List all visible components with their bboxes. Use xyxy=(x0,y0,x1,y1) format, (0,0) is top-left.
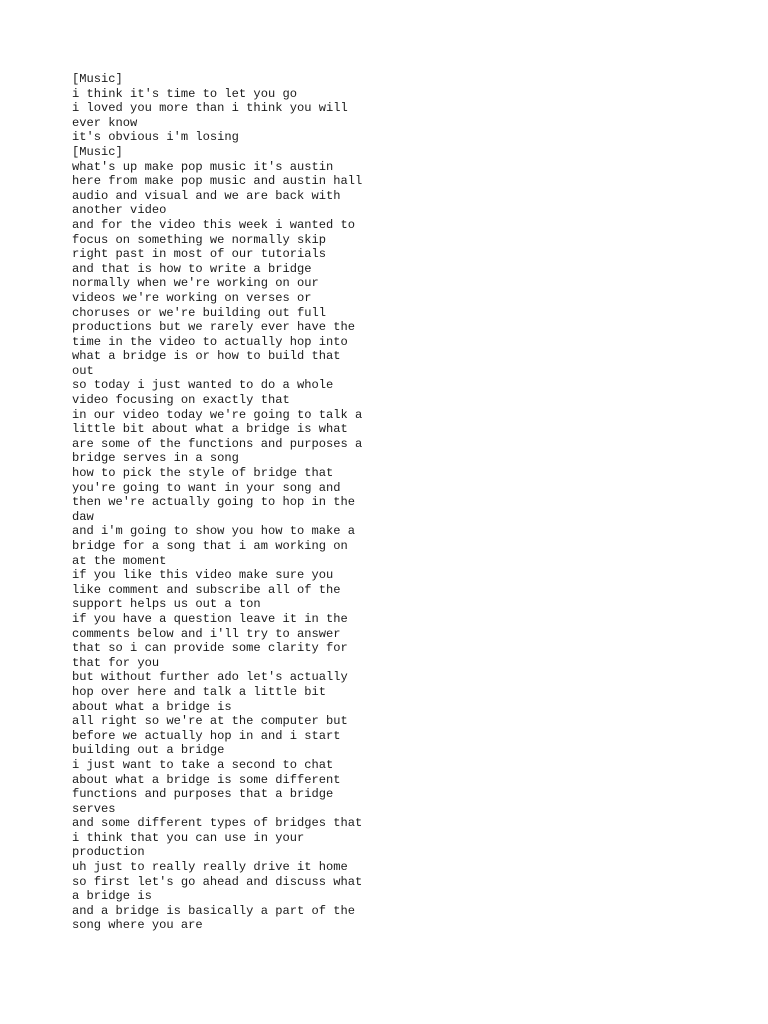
transcript-line: functions and purposes that a bridge xyxy=(72,787,334,802)
transcript-line: and a bridge is basically a part of the xyxy=(72,903,356,918)
transcript-line: productions but we rarely ever have the xyxy=(72,320,356,335)
transcript-line: i loved you more than i think you will xyxy=(72,101,348,116)
transcript-line: hop over here and talk a little bit xyxy=(72,684,327,699)
transcript-line: i think that you can use in your xyxy=(72,830,305,845)
transcript-line: support helps us out a ton xyxy=(72,597,261,612)
transcript-line: like comment and subscribe all of the xyxy=(72,582,341,597)
transcript-line: about what a bridge is xyxy=(72,699,232,714)
transcript-line: right past in most of our tutorials xyxy=(72,247,327,262)
transcript-line: how to pick the style of bridge that xyxy=(72,466,334,481)
transcript-line: and for the video this week i wanted to xyxy=(72,217,356,232)
transcript-line: and i'm going to show you how to make a xyxy=(72,524,356,539)
transcript-line: bridge serves in a song xyxy=(72,451,239,466)
transcript-line: song where you are xyxy=(72,918,203,933)
transcript-line: so today i just wanted to do a whole xyxy=(72,378,334,393)
transcript-line: videos we're working on verses or xyxy=(72,290,312,305)
transcript-line: building out a bridge xyxy=(72,743,225,758)
transcript-line: out xyxy=(72,363,94,378)
transcript-line: [Music] xyxy=(72,72,123,86)
transcript-line: time in the video to actually hop into xyxy=(72,334,348,349)
transcript-line: all right so we're at the computer but xyxy=(72,714,348,729)
transcript-line: it's obvious i'm losing xyxy=(72,130,239,145)
transcript-line: choruses or we're building out full xyxy=(72,305,327,320)
transcript-line: at the moment xyxy=(72,553,167,568)
transcript-line: production xyxy=(72,845,145,860)
transcript-line: but without further ado let's actually xyxy=(72,670,348,685)
transcript-line: in our video today we're going to talk a xyxy=(72,407,363,422)
transcript-line: before we actually hop in and i start xyxy=(72,728,341,743)
transcript-line: little bit about what a bridge is what xyxy=(72,422,348,437)
transcript-line: another video xyxy=(72,203,167,218)
transcript-line: video focusing on exactly that xyxy=(72,393,290,408)
transcript-line: and some different types of bridges that xyxy=(72,816,363,831)
transcript-line: that for you xyxy=(72,655,160,670)
transcript-line: if you have a question leave it in the xyxy=(72,611,348,626)
transcript-line: bridge for a song that i am working on xyxy=(72,539,348,553)
transcript-line: [Music] xyxy=(72,144,123,159)
transcript-line: serves xyxy=(72,801,116,816)
transcript-line: here from make pop music and austin hall xyxy=(72,174,363,189)
transcript-line: normally when we're working on our xyxy=(72,276,319,291)
transcript-line: audio and visual and we are back with xyxy=(72,188,341,203)
transcript-line: so first let's go ahead and discuss what xyxy=(72,874,363,889)
transcript-line: ever know xyxy=(72,115,138,130)
transcript-line: that so i can provide some clarity for xyxy=(72,641,348,656)
transcript-line: what's up make pop music it's austin xyxy=(72,159,334,174)
transcript-line: a bridge is xyxy=(72,889,152,904)
transcript-line: daw xyxy=(72,509,94,524)
transcript-line: i think it's time to let you go xyxy=(72,86,297,101)
transcript-line: i just want to take a second to chat xyxy=(72,757,334,772)
transcript-line: what a bridge is or how to build that xyxy=(72,349,341,364)
transcript-line: then we're actually going to hop in the xyxy=(72,495,356,510)
transcript-line: about what a bridge is some different xyxy=(72,772,341,787)
transcript-line: comments below and i'll try to answer xyxy=(72,626,341,641)
transcript-line: focus on something we normally skip xyxy=(72,232,327,247)
transcript-text xyxy=(72,72,392,933)
transcript-line: and that is how to write a bridge xyxy=(72,261,312,276)
transcript-line: uh just to really really drive it home xyxy=(72,860,348,875)
transcript-line: you're going to want in your song and xyxy=(72,480,341,495)
transcript-line: are some of the functions and purposes a xyxy=(72,436,363,451)
transcript-line: if you like this video make sure you xyxy=(72,568,334,583)
